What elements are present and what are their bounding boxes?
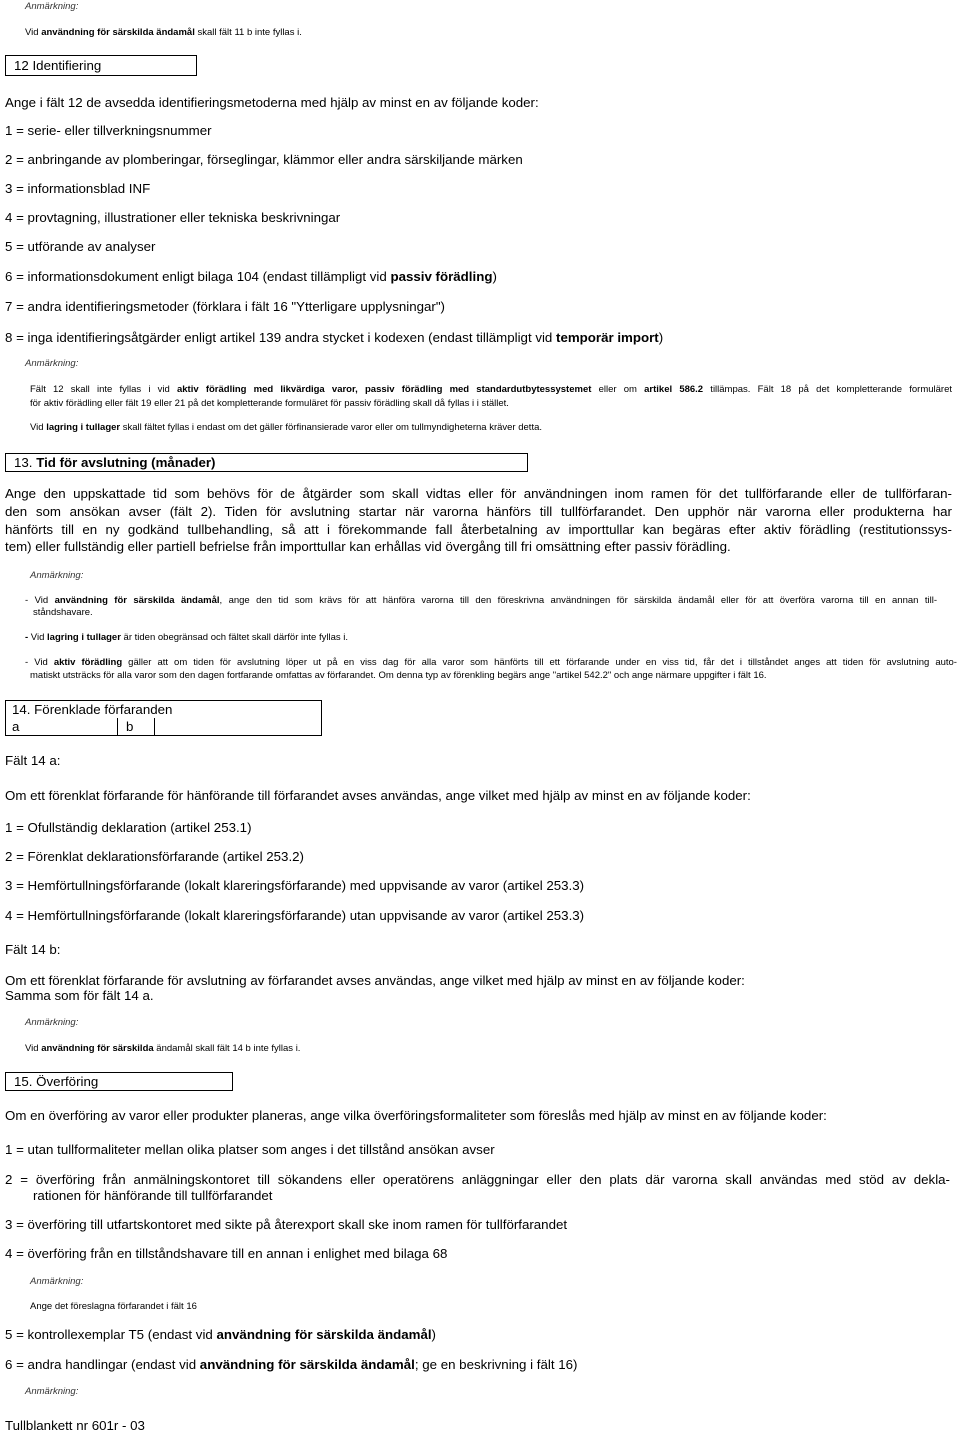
note-line [25,657,957,669]
note-text: skall fält 11 b inte fyllas i. [194,27,302,38]
code-text-bold: temporär import [556,330,659,345]
note-line [25,632,348,644]
note-text-bold: aktiv förädling med likvärdiga varor, passiv förädling med standardutbytessystemet [176,384,592,395]
field-12-title: 12 Identifiering [14,58,102,73]
note-text-bold: artikel 586.2 [644,384,704,395]
code-text: 8 = inga identifieringsåtgärder enligt artikel 139 andra stycket i kodexen (endast tillämpligt vid [5,330,557,345]
field-13-header [5,453,528,472]
note-text-bold: aktiv förädling [53,657,123,668]
note-text-bold: användning för särskilda ändamål [41,27,195,38]
note-text: Vid [30,422,47,433]
paragraph-line: hänförts till en ny godkänd tullbehandling, så att i förekommande fall återbetalning av importtullar kan begäras efter aktiv förädling (restitutionssys- [5,522,952,537]
note-text: , ange den tid som krävs för att hänföra varorna till den föreskrivna användningen för särskilda ändamål eller för att överföra varorna till en annan till- [219,595,937,606]
note-label: Anmärkning: [25,1386,79,1397]
code-item: 2 = anbringande av plomberingar, förseglingar, klämmor eller andra särskiljande märken [5,152,523,167]
note-text: - Vid [25,657,54,668]
note-line: ståndshavare. [33,607,93,618]
code-item [5,269,497,285]
note-text-bold: användning för särskilda ändamål [54,595,220,606]
note-text: tillämpas. Fält 18 på det kompletterande formuläret [703,384,953,395]
note-label: Anmärkning: [25,1,79,12]
code-item [5,330,663,346]
field-14-cells [6,718,321,735]
code-item: 3 = informationsblad INF [5,181,151,196]
note-text-bold: - [25,632,29,643]
cell-divider [154,718,155,735]
code-item-continuation: rationen för hänförande till tullförfarandet [33,1188,273,1203]
field-13-number: 13. [14,455,37,470]
code-item: 2 = Förenklat deklarationsförfarande (artikel 253.2) [5,849,304,864]
note-line [25,27,302,39]
cell-a-label: a [12,719,20,734]
code-text-bold: passiv förädling [390,269,493,284]
paragraph-line: den som ansökan avser (fält 2). Tiden för avslutning startar när varorna hänförs till tullförfarandet. Den upphör när varorna eller produkterna har [5,504,952,519]
note-text-bold: lagring i tullager [47,632,121,643]
paragraph-line: Ange den uppskattade tid som behövs för de åtgärder som skall vidtas eller för användningen inom ramen för det tullförfarande eller de tullförfaran- [5,486,952,501]
note-text: Vid [28,632,48,643]
code-item: 1 = serie- eller tillverkningsnummer [5,123,212,138]
code-text: 6 = informationsdokument enligt bilaga 104 (endast tillämpligt vid [5,269,391,284]
field-14-title: 14. Förenklade förfaranden [12,702,173,717]
code-item: 3 = överföring till utfartskontoret med sikte på återexport skall ske inom ramen för tullförfarandet [5,1217,568,1232]
note-line: matiskt utsträcks för alla varor som den dagen fortfarande omfattas av förfarandet. Om denna typ av förenkling begärs ange "artikel 542.2" och ange närmare uppgifter i fält 16. [30,670,767,681]
note-label: Anmärkning: [25,1017,79,1028]
field-15-header [5,1072,233,1091]
code-item: 5 = utförande av analyser [5,239,156,254]
note-text: är tiden obegränsad och fältet skall därför inte fyllas i. [120,632,348,643]
note-text: Fält 12 skall inte fyllas i vid [30,384,177,395]
field-15-title: 15. Överföring [14,1074,99,1089]
note-line [25,595,937,607]
note-text: Vid [25,27,42,38]
subfield-label: Fält 14 a: [5,753,61,768]
cell-divider [117,718,118,735]
note-text: Vid [25,1043,42,1054]
code-item: 2 = överföring från anmälningskontoret till sökandens eller operatörens anläggningar eller den plats där varorna skall användas med stöd av dekla- [5,1172,950,1187]
note-label: Anmärkning: [30,570,84,581]
cell-b-label: b [126,719,134,734]
note-line [30,384,952,396]
field-15-intro: Om en överföring av varor eller produkter planeras, ange vilka överföringsformaliteter som föreslås med hjälp av minst en av följande koder: [5,1108,827,1123]
note-line: för aktiv förädling eller fält 19 eller 21 på det kompletterande formuläret för passiv förädling skall då fyllas i i stället. [30,398,509,409]
note-text: skall fältet fyllas i endast om det gäller förfinansierade varor eller om tullmyndigheterna kräver detta. [120,422,543,433]
note-label: Anmärkning: [25,358,79,369]
code-item: 1 = utan tullformaliteter mellan olika platser som anges i det tillstånd ansökan avser [5,1142,495,1157]
note-text: eller om [591,384,645,395]
code-text: ) [431,1327,436,1342]
code-text: ) [492,269,497,284]
note-text: ändamål skall fält 14 b inte fyllas i. [153,1043,301,1054]
subfield-text: Samma som för fält 14 a. [5,988,154,1003]
code-text-bold: användning för särskilda ändamål [216,1327,432,1342]
code-item [5,1357,577,1373]
code-item: 4 = provtagning, illustrationer eller tekniska beskrivningar [5,210,341,225]
note-line [30,422,542,434]
code-item: 3 = Hemförtullningsförfarande (lokalt klareringsförfarande) med uppvisande av varor (artikel 253.3) [5,878,585,893]
field-12-header [5,55,197,76]
code-text-bold: användning för särskilda ändamål [199,1357,415,1372]
note-line: Ange det föreslagna förfarandet i fält 16 [30,1301,197,1312]
note-line [25,1043,300,1055]
code-text: ) [658,330,664,345]
code-item: 4 = överföring från en tillståndshavare till en annan i enlighet med bilaga 68 [5,1246,448,1261]
note-text-bold: lagring i tullager [46,422,121,433]
code-item: 1 = Ofullständig deklaration (artikel 253.1) [5,820,252,835]
code-text: 5 = kontrollexemplar T5 (endast vid [5,1327,217,1342]
paragraph-line: tem) eller fullständig eller partiell befrielse från importtullar kan erhållas vid övergång till fri omsättning efter passiv förädling. [5,539,731,554]
note-text-bold: användning för särskilda [41,1043,154,1054]
code-item: 7 = andra identifieringsmetoder (förklara i fält 16 "Ytterligare upplysningar") [5,299,445,314]
code-text: ; ge en beskrivning i fält 16) [414,1357,578,1372]
note-label: Anmärkning: [30,1276,84,1287]
page-footer: Tullblankett nr 601r - 03 [5,1418,145,1433]
note-text: gäller att om tiden för avslutning löper ut på en viss dag för alla varor som hänförts till ett förfarande under en viss tid, får det i tillståndet anges att tiden för avslutning auto- [122,657,957,668]
field-12-intro: Ange i fält 12 de avsedda identifieringsmetoderna med hjälp av minst en av följande koder: [5,95,539,110]
field-14-header [5,700,322,736]
code-item [5,1327,436,1343]
code-item: 4 = Hemförtullningsförfarande (lokalt klareringsförfarande) utan uppvisande av varor (artikel 253.3) [5,908,585,923]
subfield-label: Fält 14 b: [5,942,61,957]
code-text: 6 = andra handlingar (endast vid [5,1357,200,1372]
note-text: - Vid [25,595,55,606]
field-13-title: Tid för avslutning (månader) [36,455,216,470]
subfield-intro: Om ett förenklat förfarande för avslutning av förfarandet avses användas, ange vilket med hjälp av minst en av följande koder: [5,973,745,988]
subfield-intro: Om ett förenklat förfarande för hänförande till förfarandet avses användas, ange vilket med hjälp av minst en av följande koder: [5,788,751,803]
